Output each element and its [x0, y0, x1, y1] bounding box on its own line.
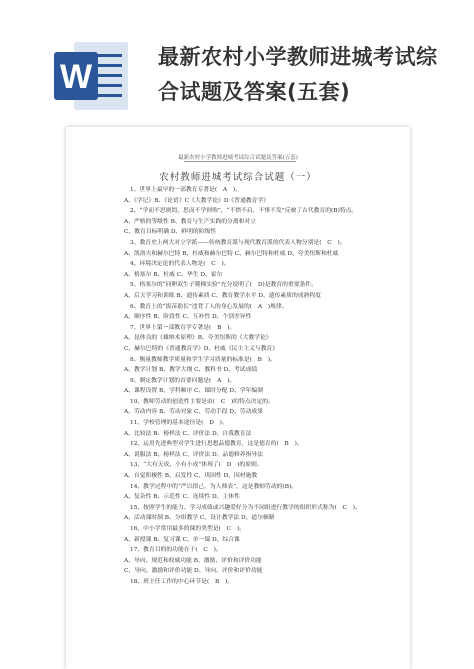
question-line: 4、环境决定论的代表人物是( C )。	[130, 261, 230, 268]
question-line: 13、“大有天成，小有小成”体现了( D )的原则。	[130, 462, 263, 469]
question-line: 15、按照学生的能力、学习成绩或兴趣爱好分为不同组进行教学的组织形式称为( C )。	[130, 504, 361, 511]
question-line: 9、制定教学计划的首要问题是( A )。	[130, 377, 236, 384]
document-header: 最新农村小学教师进城考试综合试题及答案(五套)	[178, 155, 298, 161]
question-line: 10、教师劳动的创造性主要是由( C )的特点决定的。	[130, 398, 274, 405]
answer-options-line: A、教学计划 B、教学大纲 C、教科书 D、考试成绩	[124, 367, 258, 374]
answer-options-line: A、复杂性 B、示范性 C、连续性 D、主体性	[124, 494, 240, 501]
answer-options-line: A、课程设置 B、学科顺序 C、课时分配 D、学年编制	[124, 388, 263, 395]
answer-options-line: A、活动课时制 B、分组教学 C、设计教学法 D、道尔顿制	[124, 515, 275, 522]
answer-options-line: A、格塞尔 B、杜威 C、华生 D、霍尔	[124, 271, 223, 278]
question-line: 1、世界上最早的一部教育专著是( A )。	[130, 187, 241, 193]
answer-options-line: A、顺序性 B、阶段性 C、互补性 D、个别差异性	[124, 314, 252, 321]
question-line: 8、衡量教师教学质量和学生学习质量的标准是( B )。	[130, 356, 276, 363]
question-line: 3、教育史上两大对立学派——传统教育派与现代教育派的代表人物分别是( C )。	[130, 239, 346, 246]
document-preview	[66, 127, 410, 669]
question-line: 5、格塞尔的“同卵双生子爬梯实验”充分说明了( D)是教育的重要条件。	[130, 282, 317, 289]
header-divider	[184, 161, 296, 162]
answer-options-line: A、凯洛夫和赫尔巴特 B、杜威和赫尔巴特 C、赫尔巴特和杜威 D、夸美纽斯和杜威	[124, 250, 339, 257]
question-line: 6、教育上的“拔苗助长”违背了人的身心发展的( A )规律。	[130, 303, 288, 310]
answer-options-line: A、劳动内容 B、劳动对象 C、劳动手段 D、劳动成果	[124, 409, 263, 416]
answer-options-line: A、说服法 B、榜样法 C、评价法 D、品德修养指导法	[124, 451, 263, 458]
question-line: 18、班主任工作的中心环节是( B )。	[130, 578, 234, 585]
answer-options-line: C、导向、激励和评价功能 D、导向、评价和评价功能	[124, 568, 263, 575]
question-line: 12、运用先进典型对学生进行思想品德教育，这是德育的( B )。	[130, 441, 303, 448]
word-icon-letter: W	[59, 58, 93, 96]
answer-options-line: A、《学记》B、《论语》C《大教学论》D《普通教育学》	[124, 197, 270, 204]
answer-options-line: C、教育目标明确 D、鲜明的阶级性	[124, 229, 217, 236]
answer-options-line: A、昆体良的《雄辩术原理》B、夸美纽斯的《大教学论》	[124, 335, 272, 342]
answer-options-line: A、自觉积极性 B、启发性 C、巩固性 D、因材施教	[124, 473, 258, 480]
question-line: 14、教学过程中的“严以律己，为人师表”，这是教师劳动的(B)。	[130, 483, 298, 490]
question-line: 11、学校管理的基本途径是( D )。	[130, 420, 228, 427]
word-document-icon	[52, 38, 132, 114]
answer-options-line: A、新授课 B、复习课 C、单一课 D、综合课	[124, 536, 240, 543]
answer-options-line: A、导向、规范和权威功能 B、激励、评价和评价功能	[124, 557, 262, 564]
question-line: 7、世界上第一部教育学专著是( B )。	[130, 324, 236, 331]
document-title: 农村教师进城考试综合试题（一）	[159, 172, 317, 183]
answer-options-line: A、比较法 B、榜样法 C、评价法 D、自我教育法	[124, 430, 252, 437]
question-line: 2、“学而不思则罔，思而不学则殆”，“不愤不启，不悱不发”反映了古代教育的(B)特点。	[130, 208, 358, 215]
answer-options-line: C、赫尔巴特的《普通教育学》D、杜威《民主主义与教育》	[124, 345, 279, 352]
question-line: 16、中小学常用最多的课的类型是( C )。	[130, 526, 245, 532]
question-list	[124, 185, 374, 588]
answer-options-line: A、后天学习和训练 B、遗传素质 C、教育教学水平 D、遗传素质的成熟程度	[124, 292, 321, 299]
question-line: 17、教育目的的功能在于( C )。	[130, 547, 222, 554]
answer-options-line: A、严格的等级性 B、教育与生产实践的分离和对立	[124, 218, 257, 225]
page-title: 最新农村小学教师进城考试综合试题及答案(五套)	[158, 45, 438, 104]
